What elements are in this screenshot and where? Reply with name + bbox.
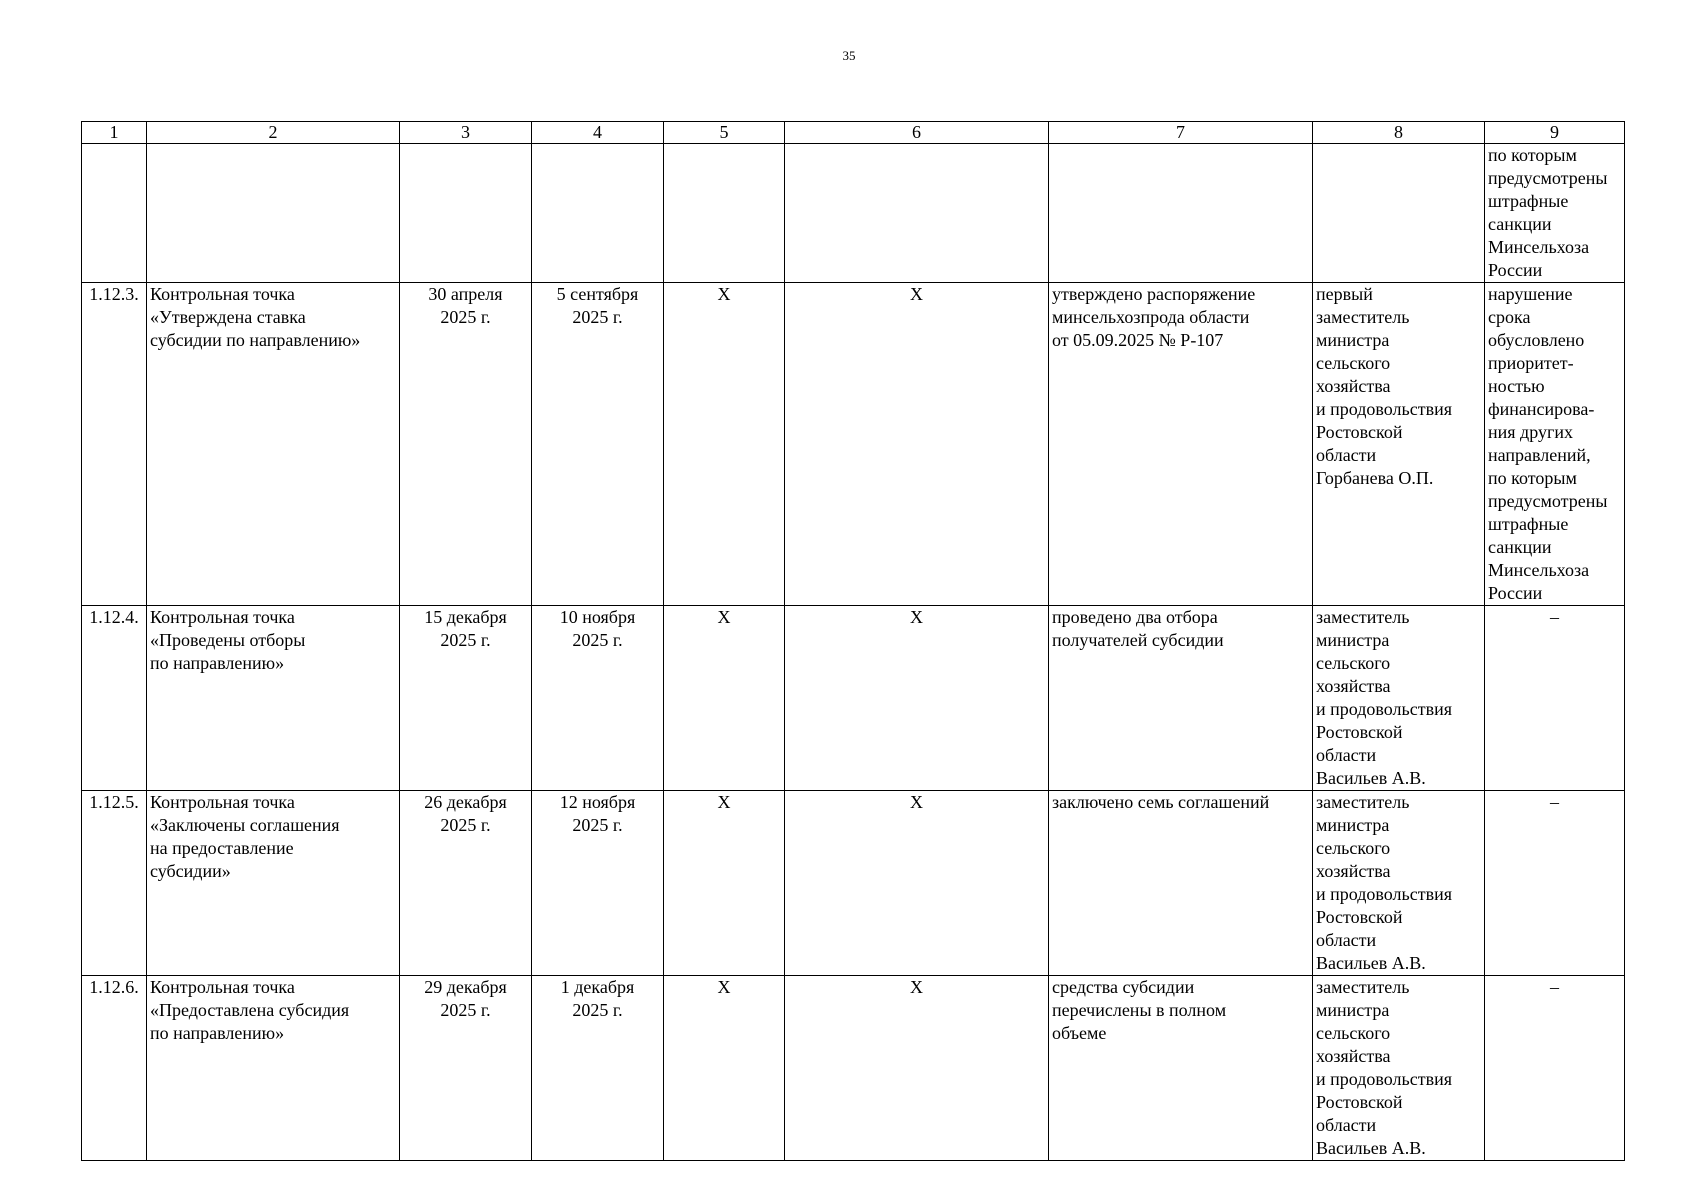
column-6-value: X <box>785 283 1049 606</box>
fact-date: 1 декабря 2025 г. <box>532 976 664 1161</box>
column-6-value: X <box>785 606 1049 791</box>
event-name: Контрольная точка «Предоставлена субсидия по направлению» <box>147 976 400 1161</box>
table-row <box>82 606 1625 791</box>
column-number: 5 <box>664 122 785 144</box>
note-cell: – <box>1485 791 1625 976</box>
plan-date: 30 апреля 2025 г. <box>400 283 532 606</box>
page-number: 35 <box>842 48 856 63</box>
row-number: 1.12.5. <box>82 791 147 976</box>
column-number: 7 <box>1049 122 1313 144</box>
responsible-cell: первый заместитель министра сельского хозяйства и продовольствия Ростовской области Горбанева О.П. <box>1313 283 1485 606</box>
note-cell: – <box>1485 976 1625 1161</box>
table-row <box>82 283 1625 606</box>
column-number: 1 <box>82 122 147 144</box>
column-number-row <box>82 122 1625 144</box>
plan-date: 15 декабря 2025 г. <box>400 606 532 791</box>
table-row <box>82 791 1625 976</box>
column-number: 6 <box>785 122 1049 144</box>
plan-date: 26 декабря 2025 г. <box>400 791 532 976</box>
column-5-value: X <box>664 283 785 606</box>
result-cell: средства субсидии перечислены в полном объеме <box>1049 976 1313 1161</box>
column-5-value: X <box>664 976 785 1161</box>
note-cell: нарушение срока обусловлено приоритет- ностью финансирова- ния других направлений, по которым предусмотрены штрафные санкции Минсельхоза России <box>1485 283 1625 606</box>
event-name: Контрольная точка «Заключены соглашения на предоставление субсидии» <box>147 791 400 976</box>
row-number: 1.12.3. <box>82 283 147 606</box>
event-name: Контрольная точка «Проведены отборы по направлению» <box>147 606 400 791</box>
event-name: Контрольная точка «Утверждена ставка субсидии по направлению» <box>147 283 400 606</box>
plan-date: 29 декабря 2025 г. <box>400 976 532 1161</box>
empty-cell <box>785 144 1049 283</box>
report-table <box>81 121 1625 1161</box>
fact-date: 5 сентября 2025 г. <box>532 283 664 606</box>
column-6-value: X <box>785 791 1049 976</box>
empty-cell <box>147 144 400 283</box>
fact-date: 10 ноября 2025 г. <box>532 606 664 791</box>
column-number: 8 <box>1313 122 1485 144</box>
empty-cell <box>532 144 664 283</box>
fact-date: 12 ноября 2025 г. <box>532 791 664 976</box>
column-6-value: X <box>785 976 1049 1161</box>
column-5-value: X <box>664 606 785 791</box>
result-cell: заключено семь соглашений <box>1049 791 1313 976</box>
empty-cell <box>400 144 532 283</box>
column-number: 3 <box>400 122 532 144</box>
responsible-cell: заместитель министра сельского хозяйства и продовольствия Ростовской области Васильев А.В. <box>1313 791 1485 976</box>
responsible-cell: заместитель министра сельского хозяйства и продовольствия Ростовской области Васильев А.В. <box>1313 606 1485 791</box>
empty-cell <box>1313 144 1485 283</box>
note-cell: по которым предусмотрены штрафные санкции Минсельхоза России <box>1485 144 1625 283</box>
row-number: 1.12.6. <box>82 976 147 1161</box>
note-cell: – <box>1485 606 1625 791</box>
empty-cell <box>1049 144 1313 283</box>
empty-cell <box>664 144 785 283</box>
responsible-cell: заместитель министра сельского хозяйства и продовольствия Ростовской области Васильев А.В. <box>1313 976 1485 1161</box>
table-row <box>82 976 1625 1161</box>
column-5-value: X <box>664 791 785 976</box>
column-number: 9 <box>1485 122 1625 144</box>
result-cell: утверждено распоряжение минсельхозпрода области от 05.09.2025 № Р-107 <box>1049 283 1313 606</box>
result-cell: проведено два отбора получателей субсидии <box>1049 606 1313 791</box>
column-number: 2 <box>147 122 400 144</box>
carry-over-row <box>82 144 1625 283</box>
empty-cell <box>82 144 147 283</box>
row-number: 1.12.4. <box>82 606 147 791</box>
column-number: 4 <box>532 122 664 144</box>
